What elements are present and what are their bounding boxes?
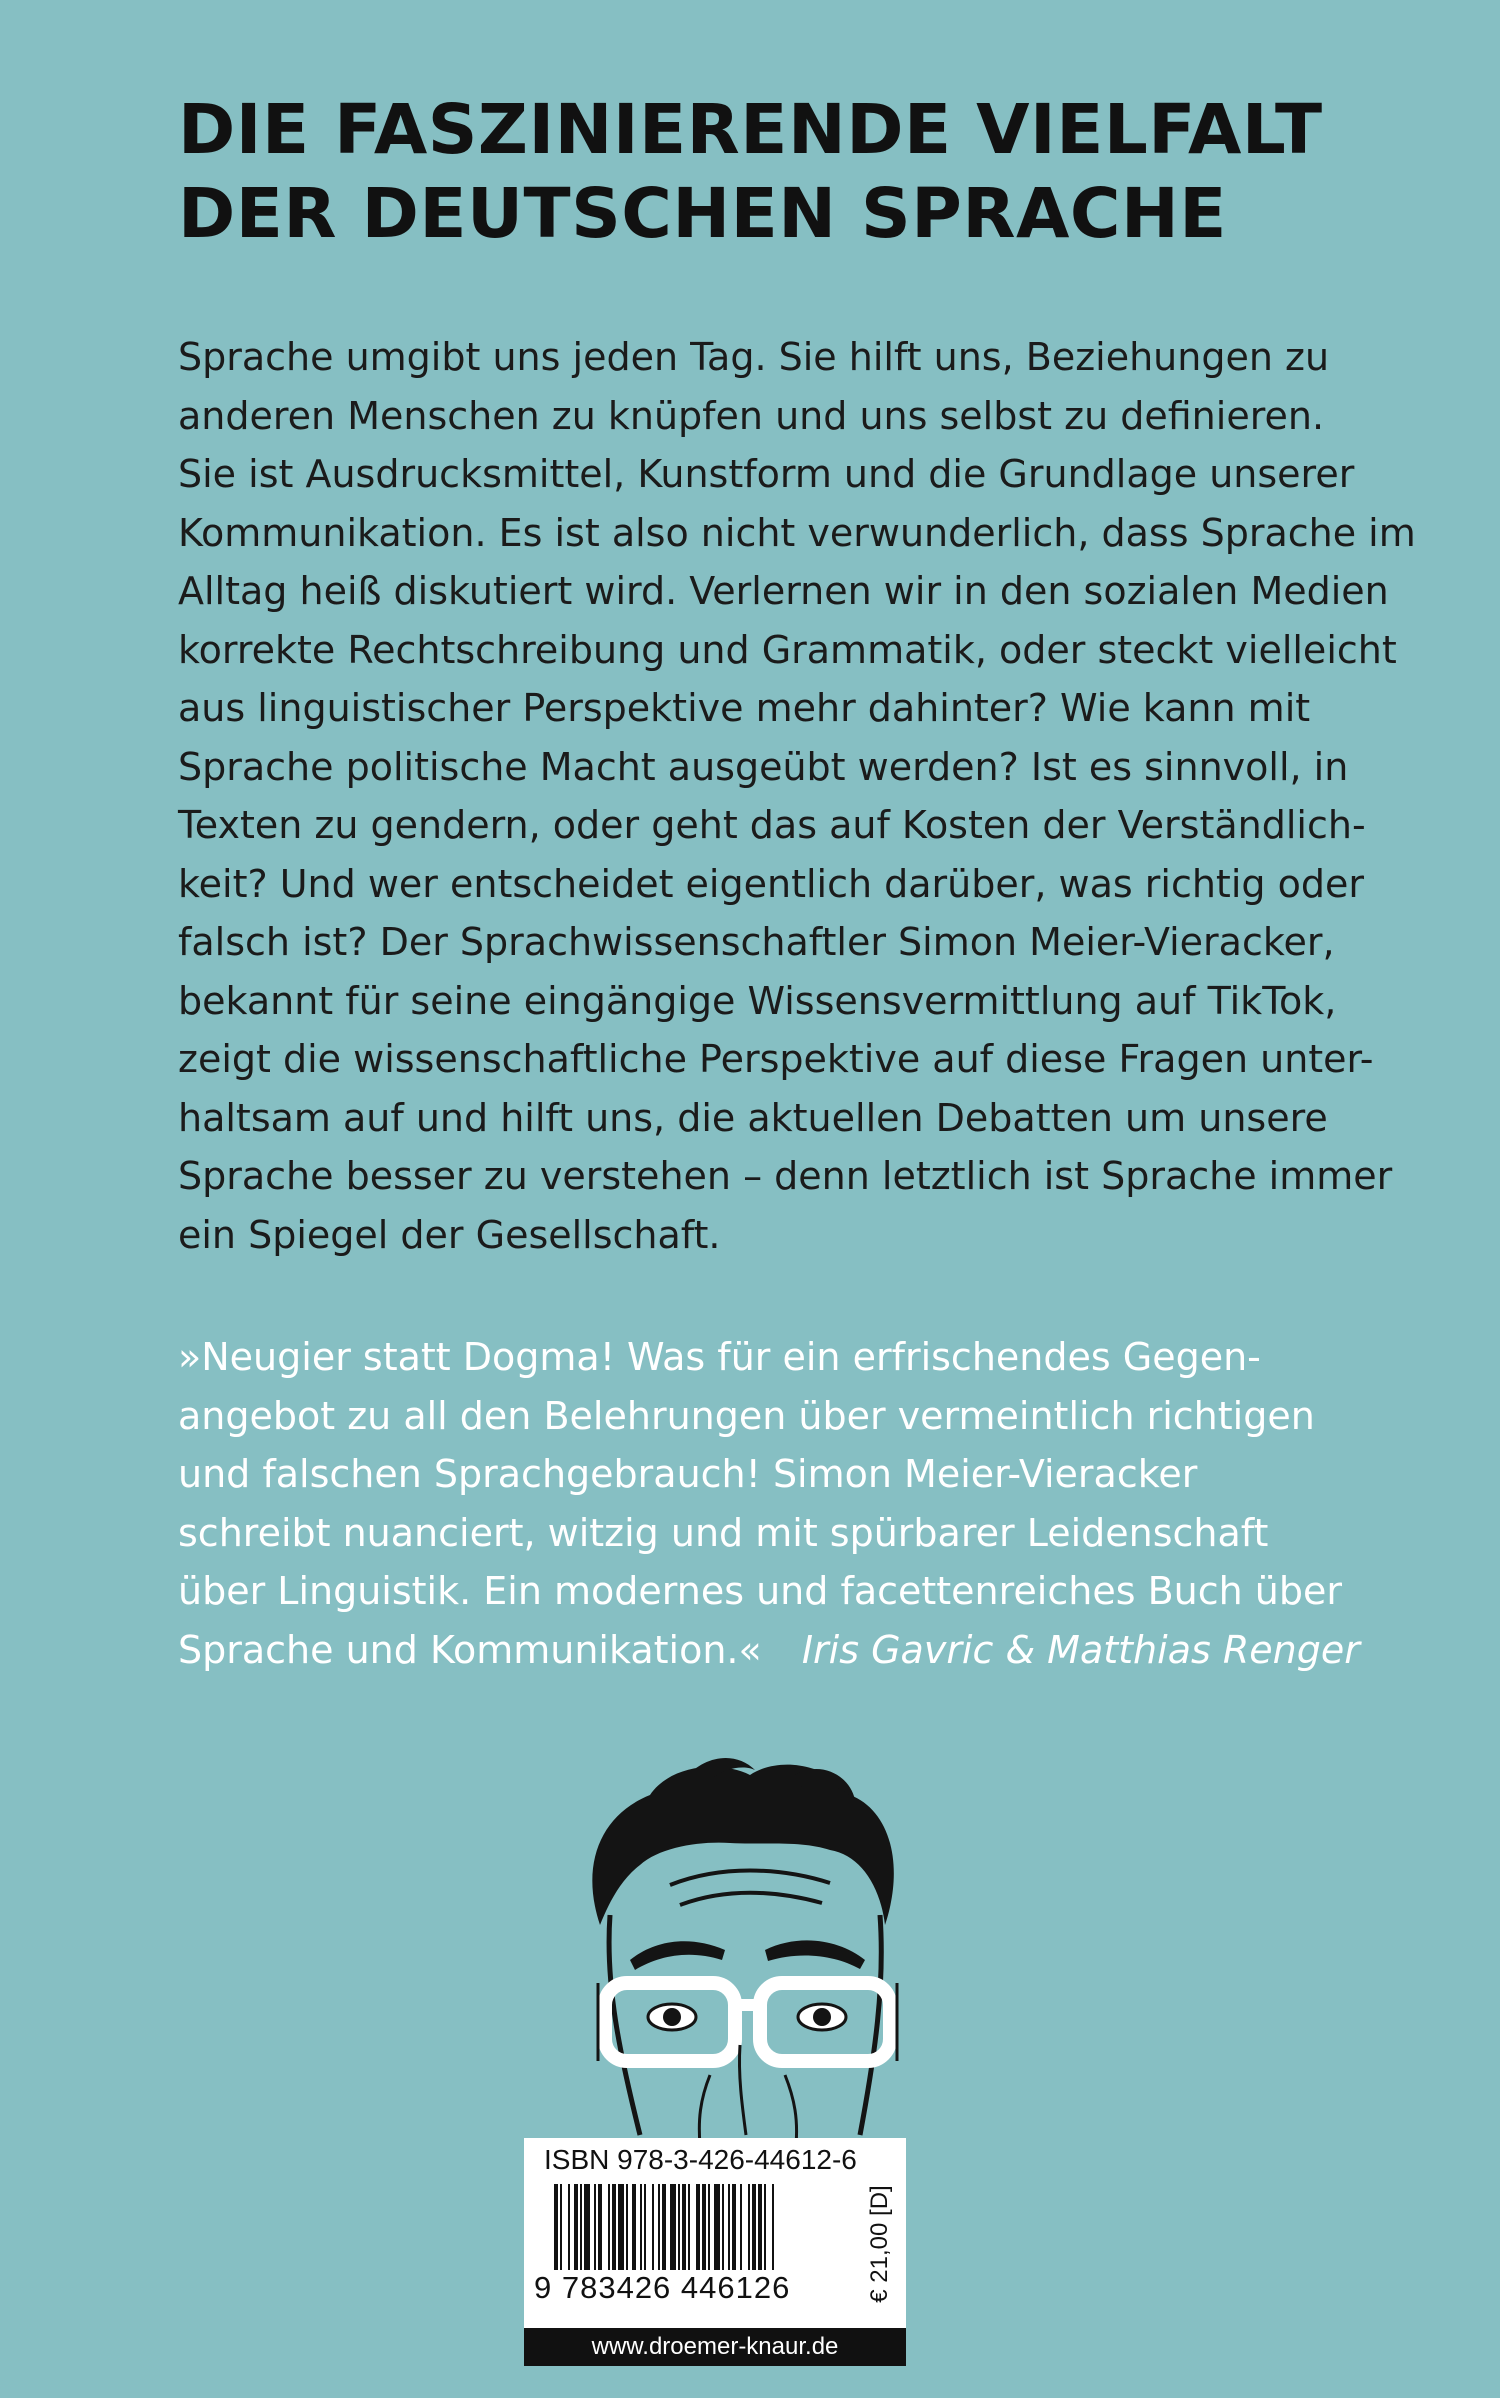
blurb-line: anderen Menschen zu knüpfen und uns selbst zu definieren. bbox=[178, 393, 1325, 438]
barcode-bar bbox=[678, 2184, 680, 2270]
glasses-lens-edge bbox=[598, 1983, 897, 2061]
barcode-bar bbox=[728, 2184, 730, 2270]
barcode-bar bbox=[764, 2184, 766, 2270]
barcode-bar bbox=[758, 2184, 762, 2270]
forehead-line bbox=[680, 1893, 822, 1905]
barcode-bar bbox=[608, 2184, 610, 2270]
headline bbox=[178, 88, 1378, 256]
barcode-bar bbox=[652, 2184, 654, 2270]
quote-line: »Neugier statt Dogma! Was für ein erfrischendes Gegen- bbox=[178, 1335, 1261, 1379]
blurb-line: Sprache besser zu verstehen – denn letztlich ist Sprache immer bbox=[178, 1154, 1393, 1198]
blurb-line: Sie ist Ausdrucksmittel, Kunstform und die Grundlage unserer bbox=[178, 452, 1355, 496]
barcode-bar bbox=[732, 2184, 736, 2270]
barcode-bar bbox=[696, 2184, 700, 2270]
quote-line: angebot zu all den Belehrungen über vermeintlich richtigen bbox=[178, 1393, 1315, 1438]
blurb-text bbox=[178, 328, 1416, 1264]
barcode-bar bbox=[580, 2184, 582, 2270]
nose-line bbox=[739, 2045, 746, 2135]
barcode-bar bbox=[748, 2184, 750, 2270]
quote-line: über Linguistik. Ein modernes und facettenreiches Buch über bbox=[178, 1569, 1343, 1613]
review-quote bbox=[178, 1328, 1358, 1679]
barcode-bar bbox=[626, 2184, 628, 2270]
price-text: € 21,00 [D] bbox=[866, 2185, 893, 2303]
barcode-bar bbox=[752, 2184, 756, 2270]
blurb-line: aus linguistischer Perspektive mehr dahinter? Wie kann mit bbox=[178, 686, 1311, 730]
blurb-line: Kommunikation. Es ist also nicht verwunderlich, dass Sprache im bbox=[178, 510, 1416, 555]
barcode-bar bbox=[772, 2184, 774, 2270]
barcode-bar bbox=[594, 2184, 596, 2270]
barcode-bar bbox=[640, 2184, 642, 2270]
barcode-bar bbox=[740, 2184, 742, 2270]
barcode-bar bbox=[670, 2184, 676, 2270]
quote-line: schreibt nuanciert, witzig und mit spürbarer Leidenschaft bbox=[178, 1510, 1269, 1555]
barcode-bar bbox=[714, 2184, 720, 2270]
right-pupil bbox=[813, 2008, 831, 2026]
barcode-bar bbox=[682, 2184, 686, 2270]
barcode-bar bbox=[584, 2184, 590, 2270]
cheek-line bbox=[699, 2075, 796, 2145]
barcode-bar bbox=[618, 2184, 624, 2270]
blurb-line: bekannt für seine eingängige Wissensvermittlung auf TikTok, bbox=[178, 978, 1337, 1023]
headline-line-1: DIE FASZINIERENDE VIELFALT bbox=[178, 90, 1323, 170]
quote-last-line bbox=[178, 1621, 1358, 1680]
price-tag bbox=[862, 2184, 898, 2304]
right-eyebrow bbox=[765, 1940, 865, 1969]
blurb-line: keit? Und wer entscheidet eigentlich darüber, was richtig oder bbox=[178, 861, 1364, 906]
barcode-bars bbox=[554, 2184, 854, 2270]
quote-attribution: Iris Gavric & Matthias Renger bbox=[801, 1627, 1360, 1672]
publisher-url-bar bbox=[524, 2328, 906, 2366]
left-pupil bbox=[663, 2008, 681, 2026]
quote-line: und falschen Sprachgebrauch! Simon Meier-Vieracker bbox=[178, 1452, 1198, 1496]
forehead-line bbox=[670, 1871, 830, 1886]
blurb-line: Sprache umgibt uns jeden Tag. Sie hilft uns, Beziehungen zu bbox=[178, 335, 1330, 379]
quote-line: Sprache und Kommunikation.« bbox=[178, 1627, 762, 1672]
left-eyebrow bbox=[630, 1941, 725, 1970]
barcode-label bbox=[524, 2138, 906, 2328]
barcode-bar bbox=[702, 2184, 706, 2270]
barcode-bar bbox=[688, 2184, 690, 2270]
barcode-bar bbox=[632, 2184, 636, 2270]
headline-line-2: DER DEUTSCHEN SPRACHE bbox=[178, 174, 1227, 254]
blurb-line: haltsam auf und hilft uns, die aktuellen Debatten um unsere bbox=[178, 1095, 1328, 1140]
barcode-bar bbox=[722, 2184, 724, 2270]
blurb-line: Alltag heiß diskutiert wird. Verlernen wir in den sozialen Medien bbox=[178, 569, 1389, 613]
barcode-bar bbox=[658, 2184, 660, 2270]
barcode-bar bbox=[708, 2184, 710, 2270]
barcode-bar bbox=[554, 2184, 558, 2270]
isbn-number: ISBN 978-3-426-44612-6 bbox=[544, 2144, 857, 2175]
barcode-bar bbox=[560, 2184, 562, 2270]
barcode-bar bbox=[568, 2184, 570, 2270]
barcode-bar bbox=[644, 2184, 646, 2270]
barcode-bar bbox=[598, 2184, 602, 2270]
blurb-line: Sprache politische Macht ausgeübt werden? Ist es sinnvoll, in bbox=[178, 744, 1349, 789]
publisher-url: www.droemer-knaur.de bbox=[591, 2333, 839, 2360]
author-illustration bbox=[560, 1755, 920, 2155]
blurb-line: korrekte Rechtschreibung und Grammatik, oder steckt vielleicht bbox=[178, 627, 1397, 672]
barcode-bar bbox=[662, 2184, 666, 2270]
blurb-line: ein Spiegel der Gesellschaft. bbox=[178, 1212, 721, 1257]
blurb-line: zeigt die wissenschaftliche Perspektive auf diese Fragen unter- bbox=[178, 1037, 1374, 1081]
barcode-bar bbox=[574, 2184, 578, 2270]
blurb-line: Texten zu gendern, oder geht das auf Kosten der Verständlich- bbox=[178, 803, 1366, 847]
barcode-bar bbox=[612, 2184, 616, 2270]
barcode-digits: 9 783426 446126 bbox=[534, 2270, 791, 2305]
blurb-line: falsch ist? Der Sprachwissenschaftler Simon Meier-Vieracker, bbox=[178, 920, 1335, 964]
